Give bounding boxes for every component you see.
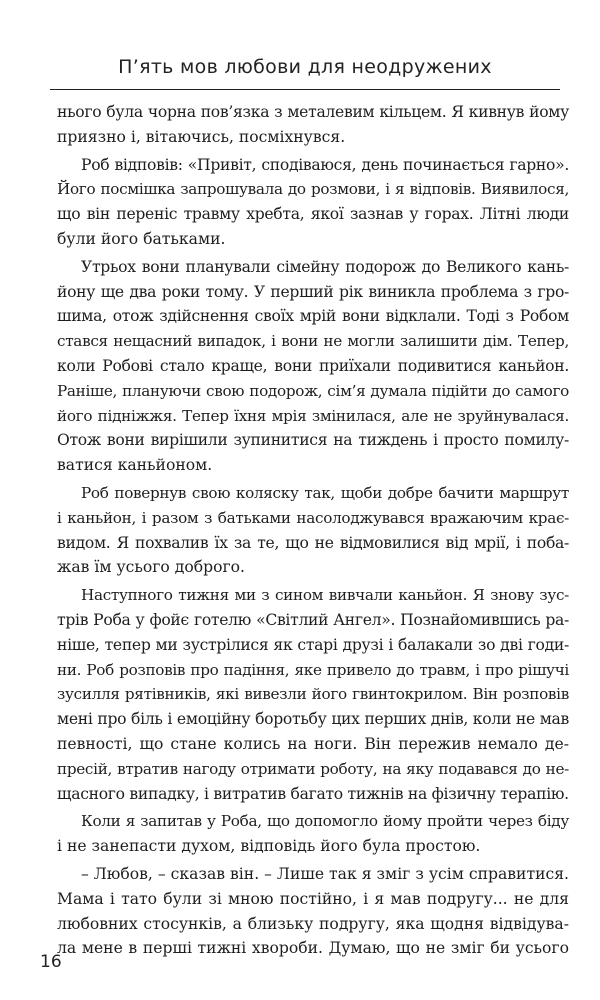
paragraph xyxy=(57,481,569,580)
paragraph xyxy=(57,153,569,252)
text-line: і не занепасти духом, відповідь його була простою. xyxy=(57,837,481,856)
text-line: Мама і тато були зі мною постійно, і я мав подругу... не для xyxy=(57,889,569,908)
text-line: ла мене в перші тижні хвороби. Думаю, що не зміг би усього xyxy=(57,939,569,958)
running-header: П’ять мов любови для неодружених xyxy=(118,56,492,78)
text-line: пресій, втратив нагоду отримати роботу, на яку подавався до не- xyxy=(57,759,569,778)
paragraph xyxy=(57,862,569,961)
text-line: щасного випадку, і витратив багато тижнів на фізичну терапію. xyxy=(57,784,569,803)
text-line: певності, що стане колись на ноги. Він пережив немало де- xyxy=(57,734,569,753)
text-line: любовних стосунків, а близьку подругу, яка щодня відвідува- xyxy=(57,914,569,933)
body-text xyxy=(57,100,569,964)
text-line: що він переніс травму хребта, якої зазнав у горах. Літні люди xyxy=(57,205,569,224)
text-line: були його батьками. xyxy=(57,229,226,248)
text-line: жав їм усього доброго. xyxy=(57,558,246,577)
paragraph xyxy=(57,100,569,150)
text-line: йону ще два роки тому. У перший рік виникла проблема з гро- xyxy=(57,282,569,301)
text-line: Роб відповів: «Привіт, сподіваюся, день починається гарно». xyxy=(81,155,569,174)
text-line: і каньйон, і разом з батьками насолоджувався вражаючим крає- xyxy=(57,508,569,527)
text-line: нього була чорна пов’язка з металевим кільцем. Я кивнув йому xyxy=(57,103,569,121)
paragraph xyxy=(57,809,569,859)
text-line: мені про біль і емоційну боротьбу цих перших днів, коли не мав xyxy=(57,710,569,729)
text-line: Роб повернув свою коляску так, щоби добре бачити маршрут xyxy=(81,483,569,502)
text-line: Отож вони вирішили зупинитися на тиждень і просто помилу- xyxy=(57,431,569,450)
text-line: Наступного тижня ми з сином вивчали каньйон. Я знову зус- xyxy=(81,586,569,605)
text-line: Раніше, плануючи свою подорож, сім’я думала підійти до самого xyxy=(57,381,569,400)
paragraph xyxy=(57,583,569,806)
text-line: ніше, тепер ми зустрілися як старі друзі і балакали зо дві годи- xyxy=(57,635,569,654)
text-line: Його посмішка запрошувала до розмови, і я відповів. Виявилося, xyxy=(57,180,569,199)
text-line: коли Робові стало краще, вони приїхали подивитися каньйон. xyxy=(57,356,569,375)
text-line: ватися каньйоном. xyxy=(57,456,213,475)
text-line: – Любов, – сказав він. – Лише так я зміг з усім справитися. xyxy=(81,864,569,883)
text-line: Коли я запитав у Роба, що допомогло йому пройти через біду xyxy=(81,812,569,831)
text-line: приязно і, вітаючись, посміхнувся. xyxy=(57,127,346,146)
text-line: видом. Я похвалив їх за те, що не відмовилися від мрії, і поба- xyxy=(57,533,569,552)
text-line: шима, отож здійснення своїх мрій вони відклали. Тоді з Робом xyxy=(57,307,569,326)
paragraph xyxy=(57,255,569,478)
text-line: Утрьох вони планували сімейну подорож до Великого кань- xyxy=(81,257,569,276)
page-number: 16 xyxy=(40,952,62,972)
text-line: зусилля рятівників, які вивезли його гвинтокрилом. Він розповів xyxy=(57,685,569,704)
text-line: стався нещасний випадок, і вони не могли залишити дім. Тепер, xyxy=(57,332,569,351)
text-line: трів Роба у фойє готелю «Світлий Ангел». Познайомившись ра- xyxy=(57,610,569,629)
text-line: ни. Роб розповів про падіння, яке привело до травм, і про рішучі xyxy=(57,660,569,679)
header-rule xyxy=(50,89,560,90)
text-line: його підніжжя. Тепер їхня мрія змінилася, але не зруйнувалася. xyxy=(57,406,569,425)
